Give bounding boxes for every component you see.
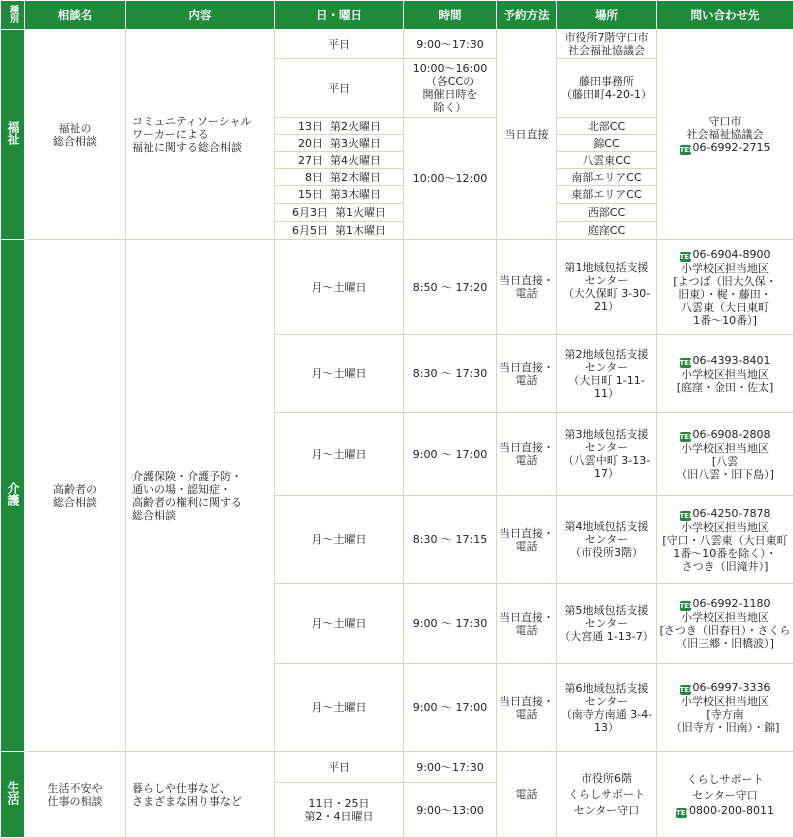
care-time: 9:00 ～ 17:00 xyxy=(404,664,497,752)
care-date: 月～土曜日 xyxy=(275,335,404,413)
welfare-cc-time: 10:00～12:00 xyxy=(404,118,497,240)
care-place: 第3地域包括支援 センター （八雲中町 3-13- 17） xyxy=(557,413,657,496)
welfare-place: 庭窪CC xyxy=(557,222,657,240)
welfare-contact-phone-line xyxy=(659,141,791,155)
welfare-contact-phone: 06-6992-2715 xyxy=(692,140,771,154)
phone-icon: TEL xyxy=(679,602,694,610)
care-phone-line xyxy=(659,248,791,262)
care-area: 小学校区担当地区 [よつば（旧大久保・ 旧東）・梶・藤田・ 八雲東（大日東町 1番～10番）] xyxy=(673,261,777,327)
care-reserve: 当日直接・ 電話 xyxy=(497,584,557,664)
welfare-time: 9:00～17:30 xyxy=(404,30,497,59)
care-phone: 06-4250-7878 xyxy=(692,506,771,520)
care-contact xyxy=(657,335,793,413)
welfare-place: 錦CC xyxy=(557,135,657,152)
category-welfare: 福祉 xyxy=(1,30,25,240)
care-time: 8:30 ～ 17:30 xyxy=(404,335,497,413)
phone-icon: TEL xyxy=(679,511,694,520)
table-row xyxy=(1,240,793,335)
header-date: 日・曜日 xyxy=(275,1,404,30)
care-content: 介護保険・介護予防・ 通いの場・認知症・ 高齢者の権利に関する 総合相談 xyxy=(126,240,275,752)
table-row xyxy=(1,752,793,783)
care-phone: 06-4393-8401 xyxy=(692,353,771,367)
category-care: 介護 xyxy=(1,240,25,752)
phone-icon: TEL xyxy=(679,145,694,154)
care-phone-line xyxy=(659,681,791,695)
welfare-place: 藤田事務所 （藤田町4-20-1） xyxy=(557,59,657,118)
care-reserve: 当日直接・ 電話 xyxy=(497,413,557,496)
care-reserve: 当日直接・ 電話 xyxy=(497,240,557,335)
life-time: 9:00～17:30 xyxy=(404,752,497,783)
header-name: 相談名 xyxy=(25,1,126,30)
welfare-reserve: 当日直接 xyxy=(497,30,557,240)
care-date: 月～土曜日 xyxy=(275,413,404,496)
header-time: 時間 xyxy=(404,1,497,30)
life-date: 11日・25日 第2・4日曜日 xyxy=(275,783,404,838)
phone-icon: TEL xyxy=(679,432,694,441)
welfare-cc-date: 27日 第4火曜日 xyxy=(275,152,404,169)
care-time: 8:50 ～ 17:20 xyxy=(404,240,497,335)
care-reserve: 当日直接・ 電話 xyxy=(497,496,557,584)
table-row xyxy=(1,30,793,59)
life-contact-phone: 0800-200-8011 xyxy=(689,803,774,817)
phone-icon: TEL xyxy=(676,808,691,817)
care-phone-line xyxy=(659,428,791,442)
phone-icon: TEL xyxy=(679,252,694,261)
care-phone: 06-6997-3336 xyxy=(692,681,771,694)
life-date: 平日 xyxy=(275,752,404,783)
care-area: 小学校区担当地区 [庭窪・金田・佐太] xyxy=(676,367,774,394)
welfare-cc-date: 6月5日 第1木曜日 xyxy=(275,222,404,240)
care-name: 高齢者の 総合相談 xyxy=(25,240,126,752)
care-time: 8:30 ～ 17:15 xyxy=(404,496,497,584)
welfare-place: 東部エリアCC xyxy=(557,186,657,204)
care-time: 9:00 ～ 17:00 xyxy=(404,413,497,496)
care-date: 月～土曜日 xyxy=(275,240,404,335)
life-name: 生活不安や 仕事の相談 xyxy=(25,752,126,838)
care-place: 第4地域包括支援 センター （市役所3階） xyxy=(557,496,657,584)
welfare-cc-date: 13日 第2火曜日 xyxy=(275,118,404,135)
care-area: 小学校区担当地区 [八雲 （旧八雲・旧下島）] xyxy=(676,441,774,481)
header-category: 種別 xyxy=(1,1,25,30)
welfare-cc-date: 15日 第3木曜日 xyxy=(275,186,404,204)
welfare-date: 平日 xyxy=(275,59,404,118)
care-reserve: 当日直接・ 電話 xyxy=(497,335,557,413)
care-date: 月～土曜日 xyxy=(275,496,404,584)
care-contact xyxy=(657,240,793,335)
care-place: 第5地域包括支援 センター （大宮通 1-13-7） xyxy=(557,584,657,664)
care-phone-line xyxy=(659,354,791,368)
header-contact: 問い合わせ先 xyxy=(657,1,793,30)
care-phone: 06-6992-1180 xyxy=(692,597,771,610)
life-content: 暮らしや仕事など、 さまざまな困り事など xyxy=(126,752,275,838)
care-phone: 06-6904-8900 xyxy=(692,247,771,261)
header-content: 内容 xyxy=(126,1,275,30)
welfare-place: 北部CC xyxy=(557,118,657,135)
care-date: 月～土曜日 xyxy=(275,664,404,752)
life-contact-name: くらしサポート センター守口 xyxy=(686,772,764,802)
care-phone-line xyxy=(659,597,791,611)
care-area: 小学校区担当地区 [守口・八雲東（大日東町 1番～10番を除く）・ さつき（旧滝井）] xyxy=(662,520,788,573)
life-place: 市役所6階 くらしサポート センター守口 xyxy=(557,752,657,838)
care-phone: 06-6908-2808 xyxy=(692,427,771,441)
care-area: 小学校区担当地区 [寺方南 （旧寺方・旧南）・錦] xyxy=(670,695,780,734)
header-row xyxy=(1,1,793,30)
care-contact xyxy=(657,664,793,752)
care-contact xyxy=(657,496,793,584)
welfare-date: 平日 xyxy=(275,30,404,59)
welfare-place: 南部エリアCC xyxy=(557,169,657,186)
care-area: 小学校区担当地区 [さつき（旧春日）・さくら （旧三郷・旧橋波）] xyxy=(659,611,791,650)
welfare-place: 八雲東CC xyxy=(557,152,657,169)
welfare-content: コミュニティソーシャル ワーカーによる 福祉に関する総合相談 xyxy=(126,30,275,240)
welfare-cc-date: 20日 第3火曜日 xyxy=(275,135,404,152)
welfare-cc-date: 8日 第2木曜日 xyxy=(275,169,404,186)
care-time: 9:00 ～ 17:30 xyxy=(404,584,497,664)
phone-icon: TEL xyxy=(679,358,694,367)
life-time: 9:00～13:00 xyxy=(404,783,497,838)
care-phone-line xyxy=(659,507,791,521)
care-contact xyxy=(657,584,793,664)
care-place: 第6地域包括支援 センター （南寺方南通 3-4- 13） xyxy=(557,664,657,752)
welfare-name: 福祉の 総合相談 xyxy=(25,30,126,240)
welfare-cc-date: 6月3日 第1火曜日 xyxy=(275,204,404,222)
life-reserve: 電話 xyxy=(497,752,557,838)
life-contact xyxy=(657,752,793,838)
header-reserve: 予約方法 xyxy=(497,1,557,30)
phone-icon: TEL xyxy=(679,686,694,694)
header-place: 場所 xyxy=(557,1,657,30)
welfare-place: 西部CC xyxy=(557,204,657,222)
welfare-time: 10:00～16:00 （各CCの 開催日時を 除く） xyxy=(404,59,497,118)
life-contact-phone-line xyxy=(659,804,791,818)
welfare-contact-name: 守口市 社会福祉協議会 xyxy=(686,114,764,141)
care-contact xyxy=(657,413,793,496)
care-date: 月～土曜日 xyxy=(275,584,404,664)
welfare-contact xyxy=(657,30,793,240)
care-reserve: 当日直接・ 電話 xyxy=(497,664,557,752)
care-place: 第2地域包括支援 センター （大日町 1-11- 11） xyxy=(557,335,657,413)
care-place: 第1地域包括支援 センター （大久保町 3-30- 21） xyxy=(557,240,657,335)
category-life: 生活 xyxy=(1,752,25,838)
welfare-place: 市役所7階守口市 社会福祉協議会 xyxy=(557,30,657,59)
